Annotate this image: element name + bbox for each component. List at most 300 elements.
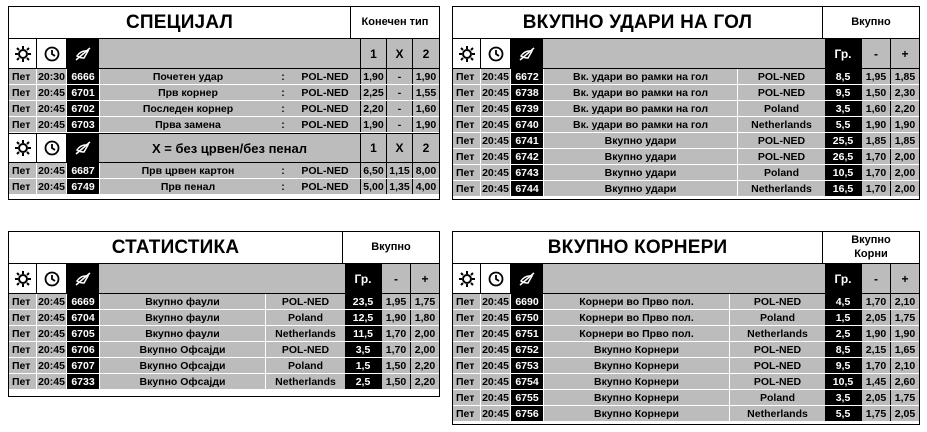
row-time: 20:45	[37, 374, 67, 389]
row-line: 12,5	[345, 310, 381, 325]
row-code: 6702	[67, 101, 99, 116]
odd-plus: 1,75	[890, 310, 919, 325]
row-code: 6706	[67, 342, 99, 357]
row-day: Пет	[9, 342, 37, 357]
row-market: Прв корнер	[99, 85, 276, 100]
odd-plus: 2,00	[890, 165, 919, 180]
row-line: 4,5	[825, 294, 861, 309]
row-code: 6738	[511, 85, 543, 100]
table-row[interactable]	[453, 101, 919, 117]
row-time: 20:45	[37, 179, 67, 194]
specijal-rows-2	[9, 163, 439, 195]
row-market: Вкупно удари	[543, 149, 737, 164]
sport-icon	[9, 134, 37, 162]
odd-1: 1,90	[360, 69, 386, 84]
row-day: Пет	[453, 294, 481, 309]
row-market: Корнери во Прво пол.	[543, 310, 729, 325]
odd-1: 2,20	[360, 101, 386, 116]
row-day: Пет	[9, 294, 37, 309]
row-line: 1,5	[345, 358, 381, 373]
sport-icon	[453, 264, 481, 293]
row-line: 3,5	[825, 390, 861, 405]
row-team: POL-NED	[737, 149, 825, 164]
row-line: 5,5	[825, 406, 861, 421]
odd-minus: 1,50	[861, 85, 890, 100]
specijal-rows-1	[9, 69, 439, 133]
odd-plus: 2,20	[890, 101, 919, 116]
row-time: 20:45	[481, 374, 511, 389]
odd-minus: 2,05	[861, 310, 890, 325]
odd-minus: 1,70	[861, 294, 890, 309]
odd-1: 5,00	[360, 179, 386, 194]
odd-plus: 2,00	[410, 326, 439, 341]
row-market: Прв пенал	[99, 179, 276, 194]
table-row[interactable]	[9, 163, 439, 179]
row-time: 20:45	[37, 326, 67, 341]
row-line: 2,5	[825, 326, 861, 341]
row-day: Пет	[9, 326, 37, 341]
row-market: Вк. удари во рамки на гол	[543, 101, 737, 116]
row-code: 6703	[67, 117, 99, 132]
odd-x: -	[386, 85, 412, 100]
row-code: 6669	[67, 294, 99, 309]
udari-header-bar	[543, 39, 825, 68]
table-row[interactable]	[453, 181, 919, 197]
no-betting-icon	[511, 264, 543, 293]
table-row[interactable]	[453, 69, 919, 85]
clock-icon	[37, 39, 67, 68]
row-line: 10,5	[825, 374, 861, 389]
row-team: POL-NED	[737, 85, 825, 100]
row-market: Вкупно Корнери	[543, 406, 729, 421]
row-time: 20:45	[481, 342, 511, 357]
row-code: 6752	[511, 342, 543, 357]
table-row[interactable]	[453, 374, 919, 390]
row-time: 20:45	[481, 117, 511, 132]
table-row[interactable]	[453, 117, 919, 133]
statistika-header	[9, 232, 439, 264]
odd-plus: 2,00	[410, 342, 439, 357]
table-row[interactable]	[9, 85, 439, 101]
row-line: 25,5	[825, 133, 861, 148]
row-team: Netherlands	[265, 326, 345, 341]
row-market: Вкупно Офсајди	[99, 342, 265, 357]
table-row[interactable]	[9, 101, 439, 117]
row-team: POL-NED	[290, 117, 360, 132]
table-row[interactable]	[9, 294, 439, 310]
row-team: POL-NED	[290, 85, 360, 100]
row-market: Вк. удари во рамки на гол	[543, 85, 737, 100]
odd-minus: 1,70	[381, 326, 410, 341]
row-time: 20:45	[37, 294, 67, 309]
clock-icon	[481, 264, 511, 293]
row-day: Пет	[9, 69, 37, 84]
table-row[interactable]	[453, 133, 919, 149]
row-day: Пет	[453, 149, 481, 164]
row-team: POL-NED	[290, 69, 360, 84]
odd-1: 1,90	[360, 117, 386, 132]
row-time: 20:45	[481, 406, 511, 421]
row-market: Почетен удар	[99, 69, 276, 84]
korneri-header-bar	[543, 264, 825, 293]
korneri-title: ВКУПНО КОРНЕРИ	[453, 232, 823, 263]
row-separator: :	[276, 179, 290, 194]
row-code: 6743	[511, 165, 543, 180]
row-line: 8,5	[825, 69, 861, 84]
row-time: 20:45	[37, 101, 67, 116]
row-market: Вкупно удари	[543, 133, 737, 148]
statistika-subtitle: Вкупно	[371, 240, 411, 253]
row-separator: :	[276, 69, 290, 84]
statistika-title: СТАТИСТИКА	[9, 232, 343, 263]
specijal-panel	[8, 6, 440, 200]
row-time: 20:45	[37, 85, 67, 100]
row-code: 6754	[511, 374, 543, 389]
table-row[interactable]	[453, 165, 919, 181]
col-minus-label: -	[381, 264, 410, 293]
row-time: 20:45	[481, 165, 511, 180]
row-team: POL-NED	[290, 163, 360, 178]
row-team: Poland	[265, 310, 345, 325]
udari-panel	[452, 6, 920, 200]
row-day: Пет	[453, 374, 481, 389]
odd-minus: 1,70	[861, 165, 890, 180]
row-market: Корнери во Прво пол.	[543, 294, 729, 309]
table-row[interactable]	[453, 294, 919, 310]
row-day: Пет	[453, 69, 481, 84]
row-team: Poland	[729, 390, 825, 405]
odd-minus: 1,70	[861, 181, 890, 196]
row-separator: :	[276, 117, 290, 132]
row-line: 1,5	[825, 310, 861, 325]
row-market: Вкупно Офсајди	[99, 374, 265, 389]
table-row[interactable]	[9, 69, 439, 85]
col-gr-label: Гр.	[825, 39, 861, 68]
no-betting-icon	[67, 134, 99, 162]
row-line: 9,5	[825, 85, 861, 100]
specijal-icon-row-2	[9, 133, 439, 163]
table-row[interactable]	[9, 374, 439, 390]
row-team: Netherlands	[737, 181, 825, 196]
odd-plus: 1,90	[890, 117, 919, 132]
table-row[interactable]	[9, 342, 439, 358]
odd-minus: 1,85	[861, 133, 890, 148]
odd-minus: 1,50	[381, 374, 410, 389]
row-code: 6750	[511, 310, 543, 325]
row-market: Корнери во Прво пол.	[543, 326, 729, 341]
row-market: Последен корнер	[99, 101, 276, 116]
korneri-rows	[453, 294, 919, 422]
col-plus-label: +	[410, 264, 439, 293]
sport-icon	[9, 264, 37, 293]
row-market: Вкупно фаули	[99, 326, 265, 341]
odd-2: 1,55	[412, 85, 439, 100]
row-time: 20:45	[481, 133, 511, 148]
row-line: 8,5	[825, 342, 861, 357]
row-code: 6753	[511, 358, 543, 373]
clock-icon	[37, 264, 67, 293]
row-day: Пет	[453, 181, 481, 196]
row-day: Пет	[9, 117, 37, 132]
row-day: Пет	[9, 179, 37, 194]
row-team: Netherlands	[265, 374, 345, 389]
statistika-header-bar	[99, 264, 345, 293]
no-betting-icon	[511, 39, 543, 68]
row-market: Вкупно удари	[543, 181, 737, 196]
row-team: Poland	[265, 358, 345, 373]
statistika-panel	[8, 231, 440, 397]
odd-plus: 1,65	[890, 342, 919, 357]
row-market: Прва замена	[99, 117, 276, 132]
col-1-label: 1	[360, 39, 386, 68]
row-day: Пет	[453, 310, 481, 325]
odd-minus: 1,90	[861, 326, 890, 341]
row-code: 6704	[67, 310, 99, 325]
odd-minus: 2,15	[861, 342, 890, 357]
row-code: 6751	[511, 326, 543, 341]
korneri-icon-row	[453, 264, 919, 294]
table-row[interactable]	[9, 326, 439, 342]
no-betting-icon	[67, 264, 99, 293]
odd-plus: 1,85	[890, 133, 919, 148]
row-code: 6744	[511, 181, 543, 196]
odd-plus: 1,90	[890, 326, 919, 341]
clock-icon	[37, 134, 67, 162]
col-plus-label: +	[890, 39, 919, 68]
specijal-header	[9, 7, 439, 39]
col-plus-label: +	[890, 264, 919, 293]
row-line: 5,5	[825, 117, 861, 132]
odd-2: 4,00	[412, 179, 439, 194]
korneri-header	[453, 232, 919, 264]
row-line: 10,5	[825, 165, 861, 180]
odd-x: 1,35	[386, 179, 412, 194]
row-team: Poland	[729, 310, 825, 325]
odd-1: 6,50	[360, 163, 386, 178]
specijal-title: СПЕЦИЈАЛ	[9, 7, 351, 38]
row-line: 3,5	[825, 101, 861, 116]
row-day: Пет	[453, 133, 481, 148]
odd-minus: 2,05	[861, 390, 890, 405]
odd-plus: 1,75	[890, 390, 919, 405]
odd-plus: 2,30	[890, 85, 919, 100]
odd-minus: 1,50	[381, 358, 410, 373]
table-row[interactable]	[9, 310, 439, 326]
row-team: POL-NED	[729, 374, 825, 389]
row-code: 6705	[67, 326, 99, 341]
row-day: Пет	[453, 406, 481, 421]
clock-icon	[481, 39, 511, 68]
col-minus-label: -	[861, 39, 890, 68]
row-team: POL-NED	[729, 342, 825, 357]
table-row[interactable]	[9, 358, 439, 374]
row-time: 20:45	[481, 358, 511, 373]
row-time: 20:30	[37, 69, 67, 84]
row-time: 20:45	[37, 163, 67, 178]
odd-plus: 2,00	[890, 181, 919, 196]
odd-x: -	[386, 117, 412, 132]
row-code: 6741	[511, 133, 543, 148]
col-x-label: X	[386, 39, 412, 68]
row-time: 20:45	[481, 326, 511, 341]
row-day: Пет	[453, 117, 481, 132]
row-time: 20:45	[37, 358, 67, 373]
row-team: POL-NED	[265, 294, 345, 309]
row-team: Netherlands	[729, 406, 825, 421]
specijal-subtitle: Конечен тип	[361, 15, 429, 28]
row-code: 6687	[67, 163, 99, 178]
row-day: Пет	[9, 85, 37, 100]
row-day: Пет	[9, 358, 37, 373]
specijal-icon-row-1	[9, 39, 439, 69]
row-team: POL-NED	[290, 179, 360, 194]
row-code: 6666	[67, 69, 99, 84]
row-team: POL-NED	[737, 133, 825, 148]
row-code: 6755	[511, 390, 543, 405]
row-market: Вкупно Корнери	[543, 374, 729, 389]
row-line: 11,5	[345, 326, 381, 341]
statistika-icon-row	[9, 264, 439, 294]
row-time: 20:45	[481, 310, 511, 325]
table-row[interactable]	[453, 390, 919, 406]
row-time: 20:45	[37, 342, 67, 357]
udari-subtitle: Вкупно	[851, 15, 891, 28]
odd-plus: 1,80	[410, 310, 439, 325]
row-code: 6756	[511, 406, 543, 421]
row-line: 3,5	[345, 342, 381, 357]
row-time: 20:45	[37, 310, 67, 325]
table-row[interactable]	[453, 326, 919, 342]
row-team: Poland	[737, 165, 825, 180]
odd-2: 1,90	[412, 69, 439, 84]
no-betting-icon	[67, 39, 99, 68]
table-row[interactable]	[453, 310, 919, 326]
row-market: Вкупно удари	[543, 165, 737, 180]
row-line: 23,5	[345, 294, 381, 309]
row-day: Пет	[453, 101, 481, 116]
row-time: 20:45	[481, 390, 511, 405]
row-day: Пет	[453, 390, 481, 405]
table-row[interactable]	[453, 85, 919, 101]
row-time: 20:45	[481, 69, 511, 84]
odd-2: 1,90	[412, 117, 439, 132]
row-time: 20:45	[37, 117, 67, 132]
row-team: POL-NED	[265, 342, 345, 357]
odd-plus: 2,20	[410, 374, 439, 389]
row-day: Пет	[453, 342, 481, 357]
row-code: 6701	[67, 85, 99, 100]
row-day: Пет	[453, 85, 481, 100]
odd-plus: 2,10	[890, 294, 919, 309]
table-row[interactable]	[9, 117, 439, 133]
row-market: Прв црвен картон	[99, 163, 276, 178]
table-row[interactable]	[453, 406, 919, 422]
col-minus-label: -	[861, 264, 890, 293]
odd-x: -	[386, 69, 412, 84]
row-market: Вкупно Корнери	[543, 358, 729, 373]
col-gr-label: Гр.	[345, 264, 381, 293]
korneri-panel	[452, 231, 920, 425]
row-code: 6672	[511, 69, 543, 84]
udari-rows	[453, 69, 919, 197]
row-line: 26,5	[825, 149, 861, 164]
row-code: 6690	[511, 294, 543, 309]
odd-minus: 1,90	[861, 117, 890, 132]
sport-icon	[453, 39, 481, 68]
row-market: Вкупно Корнери	[543, 342, 729, 357]
row-team: Poland	[737, 101, 825, 116]
row-market: Вкупно Корнери	[543, 390, 729, 405]
specijal-header-bar	[99, 39, 360, 68]
odd-minus: 1,70	[381, 342, 410, 357]
row-code: 6739	[511, 101, 543, 116]
row-day: Пет	[453, 326, 481, 341]
row-time: 20:45	[481, 149, 511, 164]
row-separator: :	[276, 101, 290, 116]
odd-minus: 1,60	[861, 101, 890, 116]
row-market: Вк. удари во рамки на гол	[543, 117, 737, 132]
row-time: 20:45	[481, 181, 511, 196]
odd-minus: 1,95	[861, 69, 890, 84]
row-code: 6742	[511, 149, 543, 164]
odd-minus: 1,70	[861, 358, 890, 373]
row-day: Пет	[9, 374, 37, 389]
odd-plus: 2,20	[410, 358, 439, 373]
odd-plus: 2,00	[890, 149, 919, 164]
row-code: 6749	[67, 179, 99, 194]
odd-plus: 2,05	[890, 406, 919, 421]
table-row[interactable]	[453, 342, 919, 358]
odd-plus: 1,75	[410, 294, 439, 309]
col-1-label: 1	[360, 134, 386, 162]
specijal-mid-label: X = без црвен/без пенал	[99, 134, 360, 162]
odd-plus: 2,60	[890, 374, 919, 389]
row-separator: :	[276, 85, 290, 100]
odd-plus: 1,85	[890, 69, 919, 84]
odd-x: -	[386, 101, 412, 116]
row-code: 6733	[67, 374, 99, 389]
row-team: POL-NED	[737, 69, 825, 84]
odd-minus: 1,90	[381, 310, 410, 325]
col-x-label: X	[386, 134, 412, 162]
udari-icon-row	[453, 39, 919, 69]
row-market: Вкупно фаули	[99, 294, 265, 309]
row-day: Пет	[9, 163, 37, 178]
row-code: 6740	[511, 117, 543, 132]
table-row[interactable]	[453, 358, 919, 374]
udari-header	[453, 7, 919, 39]
row-time: 20:45	[481, 101, 511, 116]
row-market: Вкупно фаули	[99, 310, 265, 325]
row-day: Пет	[9, 310, 37, 325]
odd-x: 1,15	[386, 163, 412, 178]
col-gr-label: Гр.	[825, 264, 861, 293]
udari-title: ВКУПНО УДАРИ НА ГОЛ	[453, 7, 823, 38]
statistika-rows	[9, 294, 439, 390]
table-row[interactable]	[453, 149, 919, 165]
col-2-label: 2	[412, 134, 439, 162]
row-line: 9,5	[825, 358, 861, 373]
row-separator: :	[276, 163, 290, 178]
odd-minus: 1,95	[381, 294, 410, 309]
row-team: Netherlands	[737, 117, 825, 132]
row-time: 20:45	[481, 294, 511, 309]
odd-2: 8,00	[412, 163, 439, 178]
table-row[interactable]	[9, 179, 439, 195]
row-market: Вк. удари во рамки на гол	[543, 69, 737, 84]
odd-minus: 1,45	[861, 374, 890, 389]
korneri-subtitle: Вкупно Корни	[851, 233, 891, 260]
